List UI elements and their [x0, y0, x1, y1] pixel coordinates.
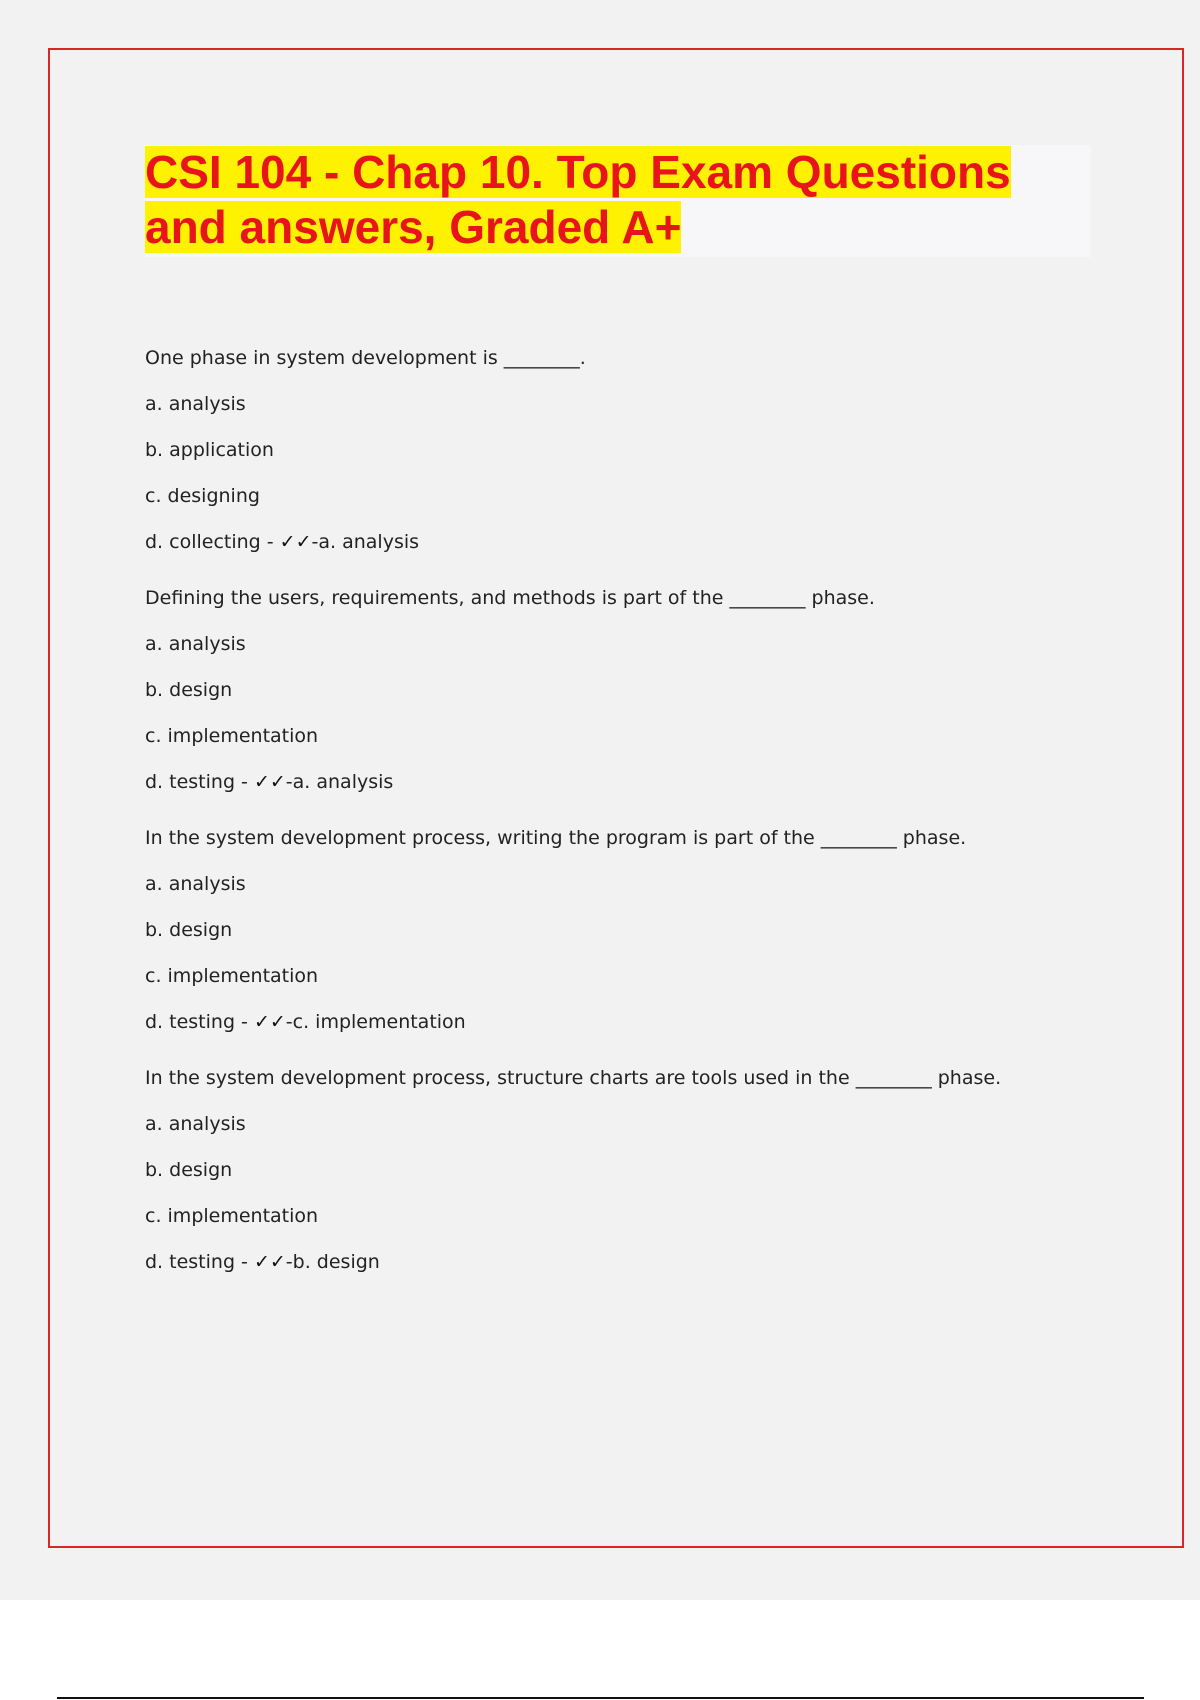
answer-key: -a. analysis [285, 771, 394, 793]
option-d-with-answer [145, 1010, 1135, 1034]
question-prompt: In the system development process, structure charts are tools used in the ________ phase. [145, 1067, 1002, 1089]
option-b: b. design [145, 679, 233, 701]
question-list [145, 346, 1135, 1306]
option-a: a. analysis [145, 873, 246, 895]
option-b: b. application [145, 439, 274, 461]
option-d-with-answer [145, 530, 1135, 554]
double-check-icon: ✓✓ [253, 1011, 286, 1033]
title-line-1: CSI 104 - Chap 10. Top Exam Questions [145, 146, 1011, 198]
title-line-2: and answers, Graded A+ [145, 201, 682, 253]
option-b: b. design [145, 1159, 233, 1181]
question-prompt: In the system development process, writing the program is part of the ________ phase. [145, 827, 967, 849]
page-divider [57, 1697, 1144, 1699]
double-check-icon: ✓✓ [253, 1251, 286, 1273]
option-a: a. analysis [145, 393, 246, 415]
question-item [145, 586, 1135, 794]
document-title [145, 145, 1091, 255]
answer-key: -c. implementation [285, 1011, 466, 1033]
option-c: c. implementation [145, 725, 319, 747]
question-item [145, 346, 1135, 554]
question-item [145, 826, 1135, 1034]
option-a: a. analysis [145, 1113, 246, 1135]
question-item [145, 1066, 1135, 1274]
option-d: d. collecting - [145, 531, 280, 553]
option-a: a. analysis [145, 633, 246, 655]
question-prompt: One phase in system development is ________. [145, 347, 586, 369]
title-block [145, 145, 1091, 257]
question-prompt: Defining the users, requirements, and methods is part of the ________ phase. [145, 587, 875, 609]
option-b: b. design [145, 919, 233, 941]
option-d-with-answer [145, 770, 1135, 794]
double-check-icon: ✓✓ [279, 531, 312, 553]
option-d: d. testing - [145, 1011, 254, 1033]
answer-key: -a. analysis [311, 531, 420, 553]
option-d-with-answer [145, 1250, 1135, 1274]
option-c: c. implementation [145, 1205, 319, 1227]
option-d: d. testing - [145, 1251, 254, 1273]
answer-key: -b. design [285, 1251, 380, 1273]
option-c: c. designing [145, 485, 260, 507]
option-d: d. testing - [145, 771, 254, 793]
option-c: c. implementation [145, 965, 319, 987]
double-check-icon: ✓✓ [253, 771, 286, 793]
